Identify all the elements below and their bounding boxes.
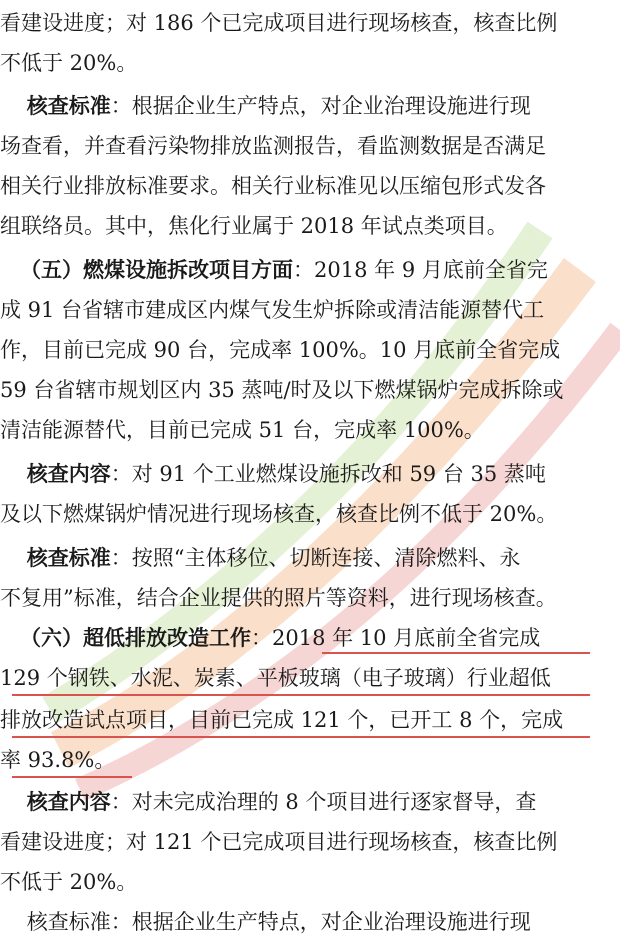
text-line: 成 91 台省辖市建成区内煤气发生炉拆除或清洁能源替代工	[0, 298, 545, 322]
text-line: 及以下燃煤锅炉情况进行现场核查，核查比例不低于 20%。	[0, 502, 558, 526]
section-heading-line: 核查标准：根据企业生产特点，对企业治理设施进行现	[26, 94, 531, 118]
text-line: 核查标准：根据企业生产特点，对企业治理设施进行现	[26, 910, 531, 934]
text-line: 作，目前已完成 90 台，完成率 100%。10 月底前全省完成	[0, 338, 561, 362]
highlight-underline	[12, 736, 590, 738]
text-line: 59 台省辖市规划区内 35 蒸吨/时及以下燃煤锅炉完成拆除或	[0, 378, 564, 402]
text-line: 率 93.8%。	[0, 748, 116, 772]
text-line: 组联络员。其中，焦化行业属于 2018 年试点类项目。	[0, 214, 508, 238]
text-line: 看建设进度；对 186 个已完成项目进行现场核查，核查比例	[0, 11, 558, 35]
text-line: 不低于 20%。	[0, 51, 138, 75]
text-line: 场查看，并查看污染物排放监测报告，看监测数据是否满足	[0, 134, 546, 158]
text-line: 不低于 20%。	[0, 870, 138, 894]
text-line: 相关行业排放标准要求。相关行业标准见以压缩包形式发各	[0, 174, 546, 198]
text-line: 不复用”标准，结合企业提供的照片等资料，进行现场核查。	[0, 586, 557, 610]
section-heading-line: （五）燃煤设施拆改项目方面：2018 年 9 月底前全省完	[20, 258, 548, 282]
highlight-underline	[12, 776, 132, 778]
section-heading-line: 核查标准：按照“主体移位、切断连接、清除燃料、永	[26, 546, 521, 570]
highlight-underline	[12, 694, 590, 696]
text-line: 看建设进度；对 121 个已完成项目进行现场核查，核查比例	[0, 830, 558, 854]
text-line: 排放改造试点项目，目前已完成 121 个，已开工 8 个，完成	[0, 708, 564, 732]
text-line: 清洁能源替代，目前已完成 51 台，完成率 100%。	[0, 418, 485, 442]
highlight-underline	[322, 652, 590, 654]
section-heading-line: （六）超低排放改造工作：2018 年 10 月底前全省完成	[20, 626, 541, 650]
section-heading-line: 核查内容：对 91 个工业燃煤设施拆改和 59 台 35 蒸吨	[26, 462, 546, 486]
section-heading-line: 核查内容：对未完成治理的 8 个项目进行逐家督导，查	[26, 790, 537, 814]
text-line: 129 个钢铁、水泥、炭素、平板玻璃（电子玻璃）行业超低	[0, 666, 551, 690]
